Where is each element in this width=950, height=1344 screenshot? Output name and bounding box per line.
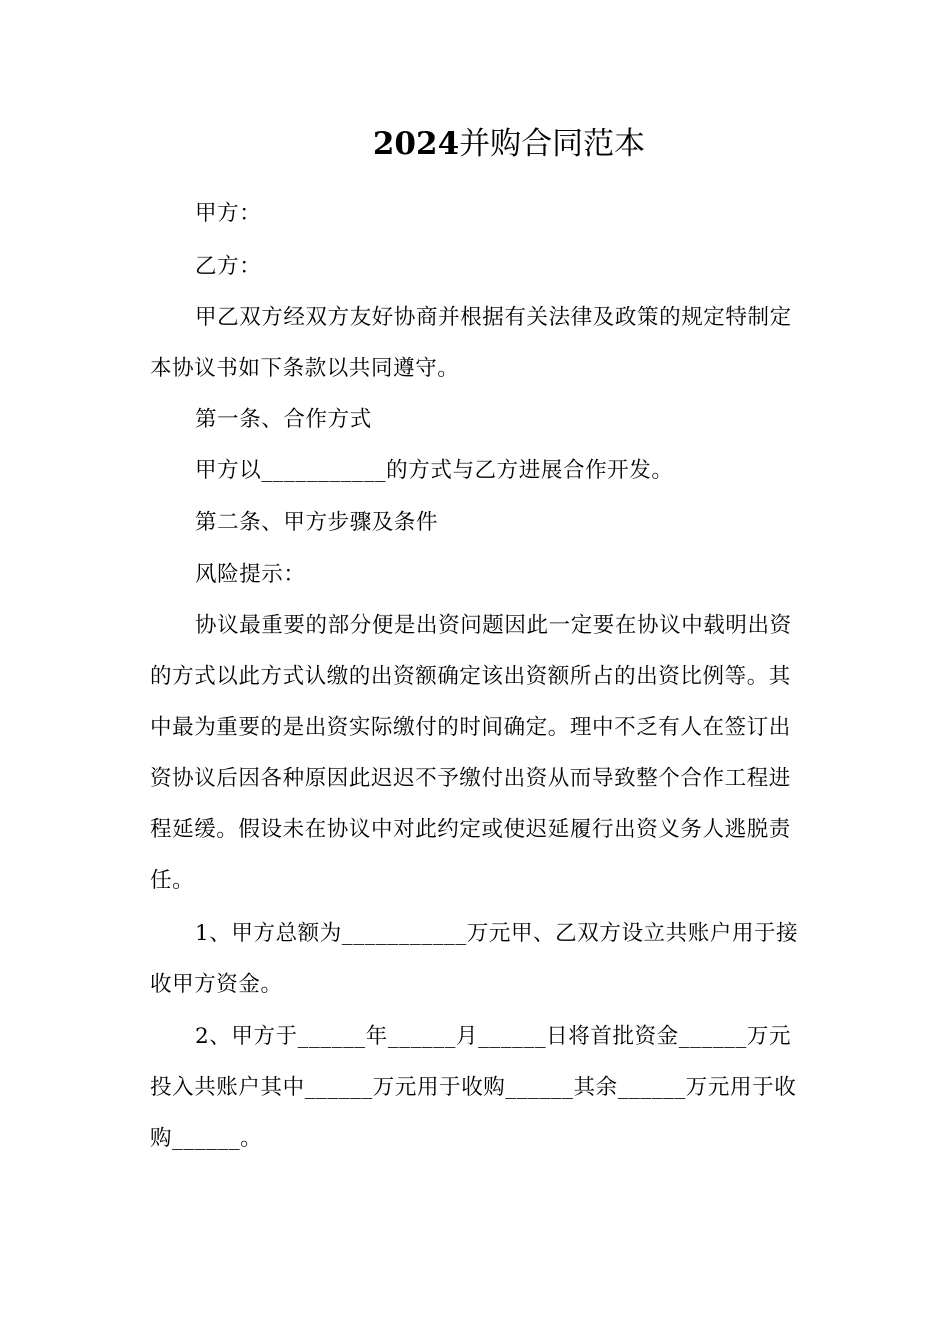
article1-text-before: 甲方以	[195, 458, 262, 483]
article2-heading: 第二条、甲方步骤及条件	[195, 510, 439, 535]
intro-paragraph-line: 本协议书如下条款以共同遵守。	[150, 356, 460, 381]
item2-text-line: 投入共账户其中______万元用于收购______其余______万元用于收	[150, 1075, 797, 1100]
item2-text-line: 购______。	[150, 1126, 263, 1151]
item1-text-after: 万元甲、乙双方设立共账户用于接	[466, 921, 799, 946]
item1-text-before: 1、甲方总额为	[195, 921, 342, 946]
title-text: 并购合同范本	[459, 126, 646, 162]
article1-blank: ___________	[261, 458, 387, 483]
item1-text	[195, 919, 798, 949]
risk-paragraph-line: 程延缓。假设未在协议中对此约定或使迟延履行出资义务人逃脱责	[150, 817, 791, 842]
risk-paragraph-line: 的方式以此方式认缴的出资额确定该出资额所占的出资比例等。其	[150, 664, 791, 689]
item2-text-line: 2、甲方于______年______月______日将首批资金______万元	[195, 1024, 792, 1049]
title-number: 2024	[372, 126, 460, 162]
party-a-label: 甲方：	[195, 201, 262, 226]
item1-blank: ___________	[341, 921, 467, 946]
risk-paragraph-line: 协议最重要的部分便是出资问题因此一定要在协议中载明出资	[195, 613, 792, 638]
risk-paragraph-line: 中最为重要的是出资实际缴付的时间确定。理中不乏有人在签订出	[150, 715, 791, 740]
intro-paragraph-line: 甲乙双方经双方友好协商并根据有关法律及政策的规定特制定	[195, 305, 792, 330]
article1-text-after: 的方式与乙方进展合作开发。	[386, 458, 674, 483]
risk-paragraph-line: 任。	[150, 868, 195, 893]
article1-heading: 第一条、合作方式	[195, 407, 372, 432]
item1-text-line2: 收甲方资金。	[150, 972, 283, 997]
article1-text	[195, 456, 673, 486]
party-b-label: 乙方：	[195, 254, 262, 279]
risk-paragraph-line: 资协议后因各种原因此迟迟不予缴付出资从而导致整个合作工程进	[150, 766, 791, 791]
risk-label: 风险提示：	[195, 562, 306, 587]
document-title	[0, 122, 950, 166]
